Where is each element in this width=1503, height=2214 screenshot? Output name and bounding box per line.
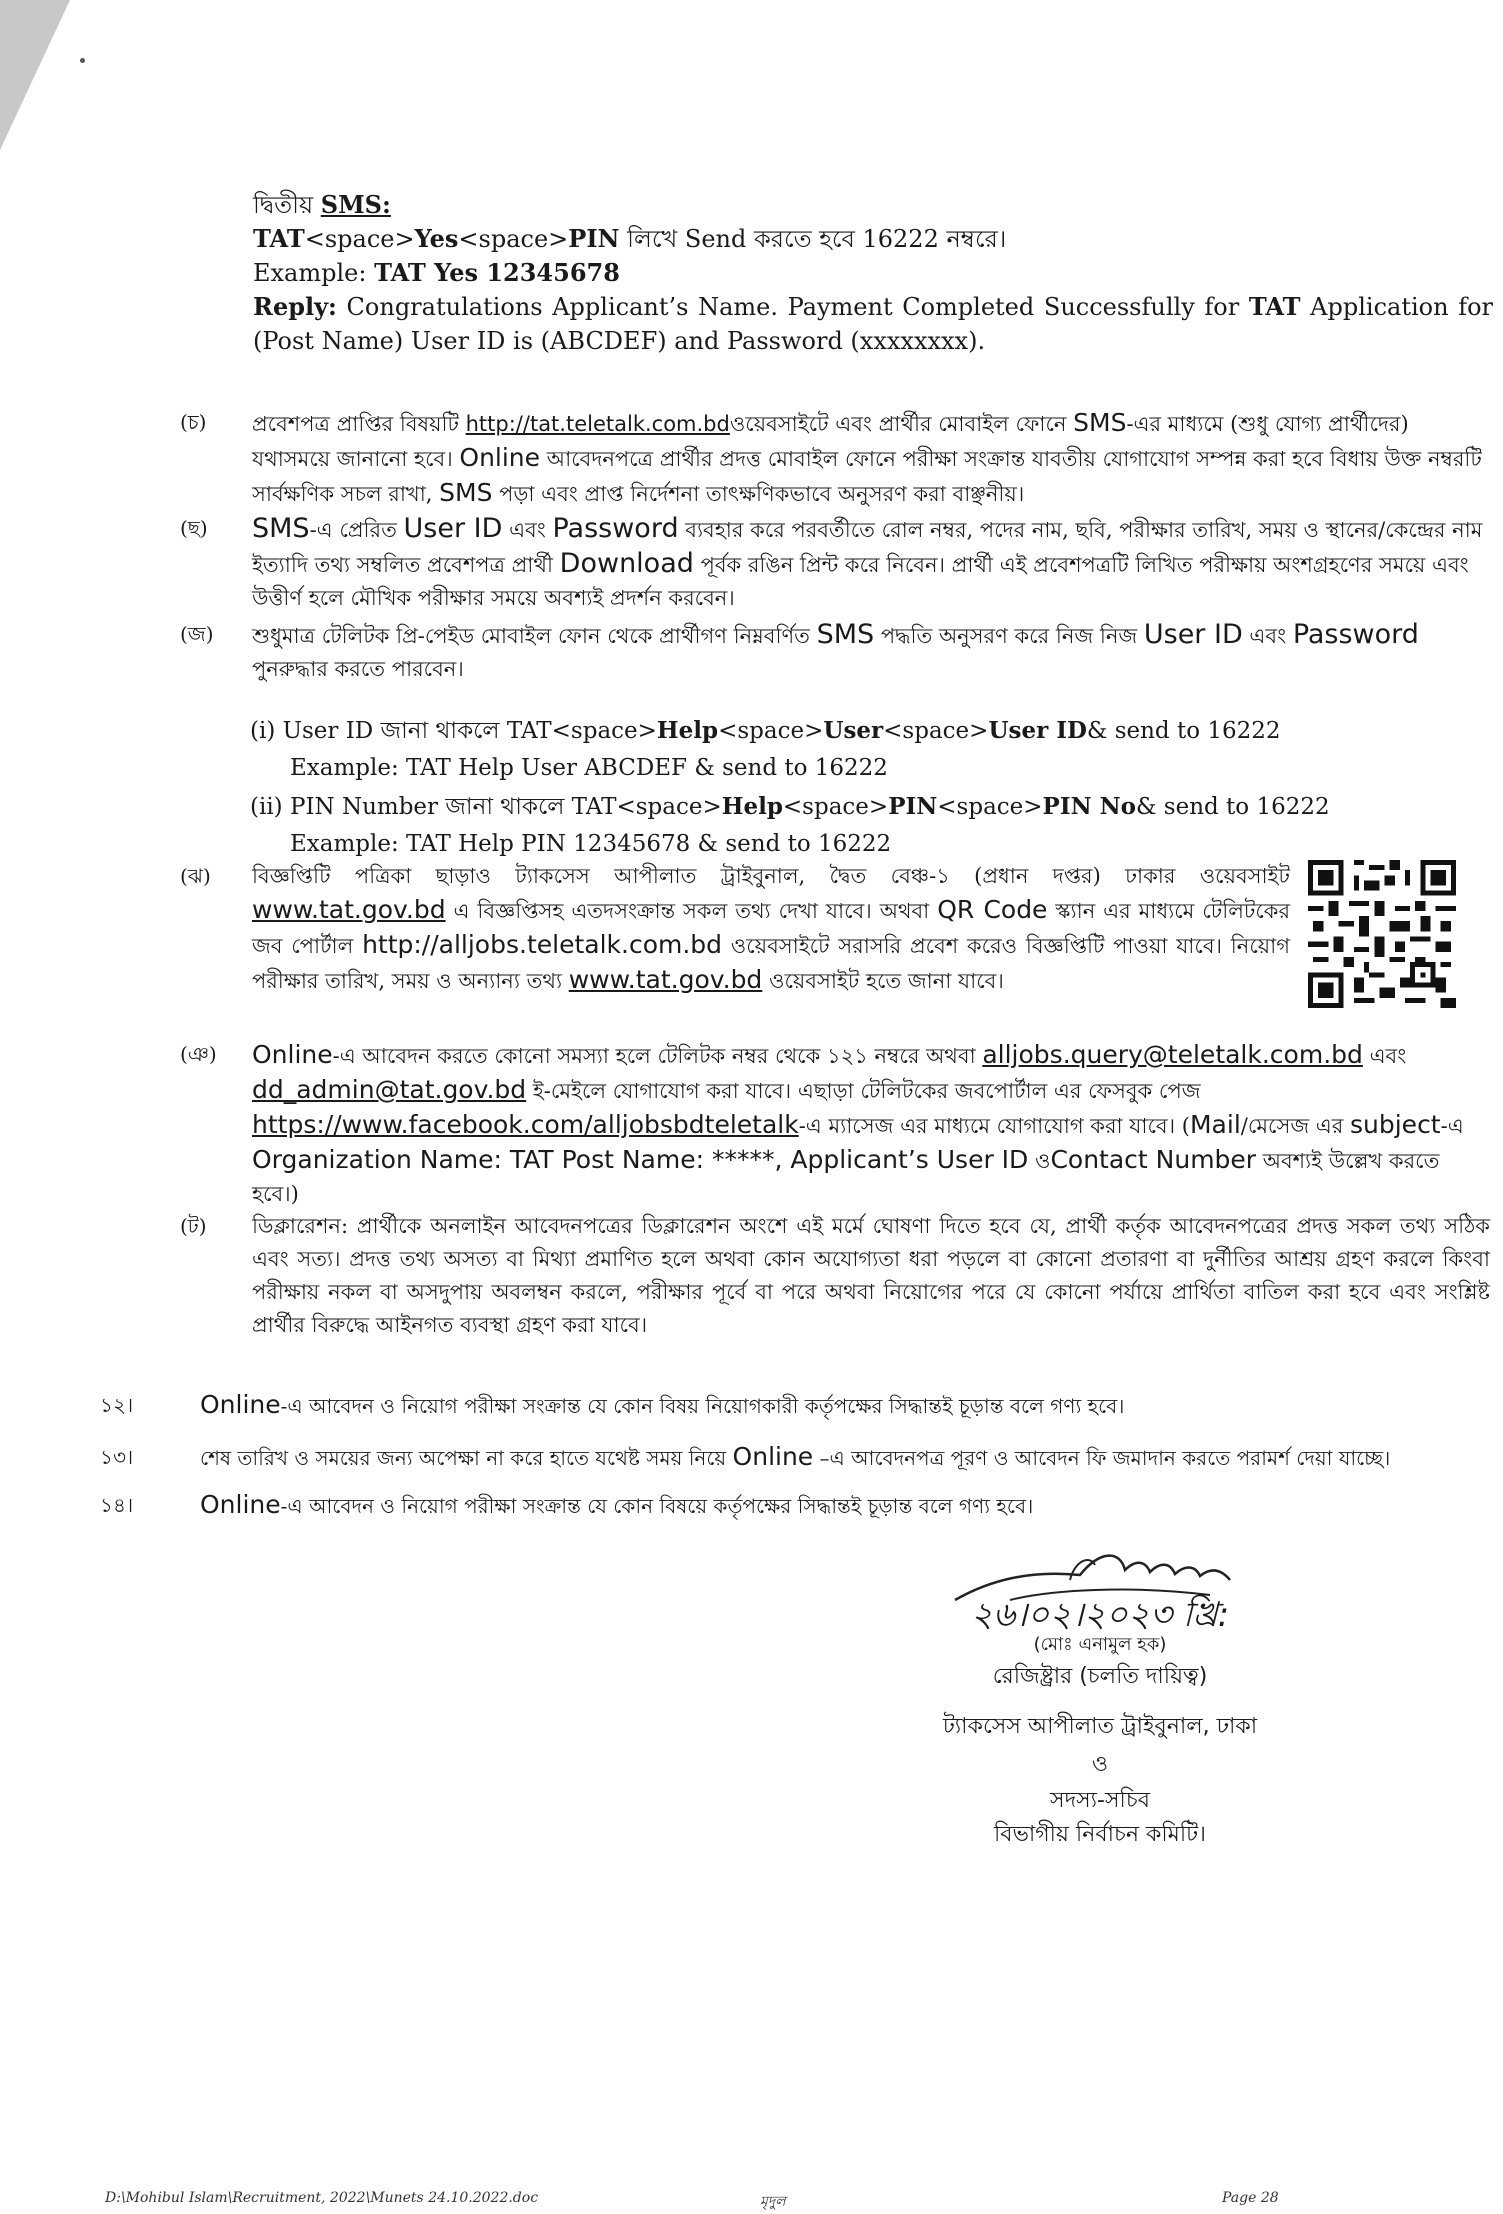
sms-heading: দ্বিতীয় SMS: (253, 190, 391, 219)
recovery-userid-format: (i) User ID জানা থাকলে TAT<space>Help<space>User<space>User ID& send to 16222 (250, 717, 1281, 744)
clause-body: শুধুমাত্র টেলিটক প্রি-পেইড মোবাইল ফোন থেকে প্রার্থীগণ নিম্নবর্ণিত SMS পদ্ধতি অনুসরণ করে নিজ নিজ User ID এবং Password পুনরুদ্ধার করতে পারবেন। (252, 619, 1419, 681)
footer-file-path: D:\Mohibul Islam\Recruitment, 2022\Munets 24.10.2022.doc (105, 2190, 539, 2206)
clause-body: প্রবেশপত্র প্রাপ্তির বিষয়টি http://tat.teletalk.com.bdওয়েবসাইটে এবং প্রার্থীর মোবাইল ফোনে SMS-এর মাধ্যমে (শুধু যোগ্য প্রার্থীদের) যথাসময়ে জানানো হবে। Online আবেদনপত্রে প্রার্থীর প্রদত্ত মোবাইল ফোনে পরীক্ষা সংক্রান্ত যাবতীয় যোগাযোগ সম্পন্ন করা হবে বিধায় উক্ত নম্বরটি সার্বক্ষণিক সচল রাখা, SMS পড়া এবং প্রাপ্ত নির্দেশনা তাৎক্ষণিকভাবে অনুসরণ করা বাঞ্ছনীয়। (252, 408, 1482, 507)
teletalk-email-link[interactable]: alljobs.query@teletalk.com.bd (982, 1040, 1363, 1069)
clause-body: Online-এ আবেদন করতে কোনো সমস্যা হলে টেলিটক নম্বর থেকে ১২১ নম্বরে অথবা alljobs.query@teletalk.com.bd এবং dd_admin@tat.gov.bd ই-মেইলে যোগাযোগ করা যাবে। এছাড়া টেলিটকের জবপোর্টাল এর ফেসবুক পেজ https://www.facebook.com/alljobsbdteletalk-এ ম্যাসেজ এর মাধ্যমে যোগাযোগ করা যাবে। (Mail/মেসেজ এর subject-এ Organization Name: TAT Post Name: *****, Applicant’s User ID ওContact Number অবশ্যই উল্লেখ করতে হবে।) (252, 1040, 1464, 1206)
clause-body: SMS-এ প্রেরিত User ID এবং Password ব্যবহার করে পরবর্তীতে রোল নম্বর, পদের নাম, ছবি, পরীক্ষার তারিখ, সময় ও স্থানের/কেন্দ্রের নাম ইত্যাদি তথ্য সম্বলিত প্রবেশপত্র প্রার্থী Download পূর্বক রঙিন প্রিন্ট করে নিবেন। প্রার্থী এই প্রবেশপত্রটি লিখিত পরীক্ষায় অংশগ্রহণের সময়ে এবং উত্তীর্ণ হলে মৌখিক পরীক্ষার সময়ে অবশ্যই প্রদর্শন করবেন। (252, 513, 1483, 610)
qr-code-icon[interactable] (1308, 860, 1456, 1008)
signatory-title: রেজিষ্ট্রার (চলতি দায়িত্ব) (992, 1664, 1208, 1689)
sms-format: TAT<space>Yes<space>PIN লিখে Send করতে হবে 16222 নম্বরে। (253, 224, 1007, 253)
recovery-userid-example: Example: TAT Help User ABCDEF & send to 16222 (290, 755, 888, 781)
clause-ta (180, 1210, 1490, 1360)
signatory-committee: বিভাগীয় নির্বাচন কমিটি। (993, 1822, 1207, 1847)
recovery-pin-format: (ii) PIN Number জানা থাকলে TAT<space>Help<space>PIN<space>PIN No& send to 16222 (250, 793, 1330, 820)
sms-reply: Reply: Congratulations Applicant’s Name. Payment Completed Successfully for TAT Application for (Post Name) User ID is (ABCDEF) and Password (xxxxxxxx). (253, 292, 1494, 355)
clause-chha (180, 512, 1490, 622)
teletalk-link[interactable]: http://tat.teletalk.com.bd (465, 412, 730, 436)
signatory-name: (মোঃ এনামুল হক) (1033, 1634, 1167, 1655)
folded-corner (0, 0, 70, 150)
clause-jha (180, 860, 1290, 1030)
recovery-pin (250, 788, 1450, 863)
tat-email-link[interactable]: dd_admin@tat.gov.bd (252, 1075, 527, 1104)
signatory-org: ট্যাকসেস আপীলাত ট্রাইবুনাল, ঢাকা (942, 1714, 1258, 1739)
tat-website-link-2[interactable]: www.tat.gov.bd (568, 965, 763, 994)
second-sms-block (253, 188, 1493, 358)
clause-mark: (চ) (180, 410, 207, 434)
alljobs-link[interactable]: http://alljobs.teletalk.com.bd (362, 930, 723, 959)
clause-body: ডিক্লারেশন: প্রার্থীকে অনলাইন আবেদনপত্রের ডিক্লারেশন অংশে এই মর্মে ঘোষণা দিতে হবে যে, প্রার্থী কর্তৃক আবেদনপত্রের প্রদত্ত সকল তথ্য সঠিক এবং সত্য। প্রদত্ত তথ্য অসত্য বা মিথ্যা প্রমাণিত হলে অথবা কোন অযোগ্যতা ধরা পড়লে বা কোনো প্রতারণা বা দুর্নীতির আশ্রয় গ্রহণ করলে কিংবা পরীক্ষায় নকল বা অসদুপায় অবলম্বন করলে, পরীক্ষার পূর্বে বা পরে অথবা নিয়োগের পরে যে কোনো পর্যায়ে প্রার্থিতা বাতিল করা হবে এবং সংশ্লিষ্ট প্রার্থীর বিরুদ্ধে আইনগত ব্যবস্থা গ্রহণ করা যাবে। (252, 1214, 1490, 1337)
clause-mark: (জ) (180, 622, 214, 646)
facebook-link[interactable]: https://www.facebook.com/alljobsbdteletalk (252, 1110, 799, 1139)
sms-example: Example: TAT Yes 12345678 (253, 258, 620, 287)
recovery-userid (250, 712, 1450, 787)
footer-initials: মৃদুল (760, 2194, 786, 2210)
clause-ja (180, 618, 1490, 694)
clause-nya (180, 1038, 1490, 1218)
signature-date: ২৬।০২।২০২৩ খ্রি: (970, 1595, 1230, 1635)
signatory-and: ও (1091, 1752, 1109, 1777)
signatory-role: সদস্য-সচিব (1050, 1788, 1150, 1813)
footer-page-number: Page 28 (1222, 2190, 1279, 2206)
clause-mark: (ঞ) (180, 1042, 217, 1066)
clause-body: বিজ্ঞপ্তিটি পত্রিকা ছাড়াও ট্যাকসেস আপীলাত ট্রাইবুনাল, দ্বৈত বেঞ্চ-১ (প্রধান দপ্তর) ঢাকার ওয়েবসাইট www.tat.gov.bd এ বিজ্ঞপ্তিসহ এতদসংক্রান্ত সকল তথ্য দেখা যাবে। অথবা QR Code স্ক্যান এর মাধ্যমে টেলিটকের জব পোর্টাল http://alljobs.teletalk.com.bd ওয়েবসাইটে সরাসরি প্রবেশ করেও বিজ্ঞপ্তিটি পাওয়া যাবে। নিয়োগ পরীক্ষার তারিখ, সময় ও অন্যান্য তথ্য www.tat.gov.bd ওয়েবসাইট হতে জানা যাবে। (252, 864, 1291, 994)
scan-speck (80, 58, 85, 63)
recovery-pin-example: Example: TAT Help PIN 12345678 & send to 16222 (290, 831, 892, 857)
clause-mark: (ট) (180, 1214, 207, 1238)
clause-mark: (ঝ) (180, 864, 211, 888)
clause-mark: (ছ) (180, 516, 208, 540)
tat-website-link[interactable]: www.tat.gov.bd (252, 895, 446, 924)
document-page: দ্বিতীয় SMS: TAT<space>Yes<space>PIN লিখে Send করতে হবে 16222 নম্বরে। Example: TAT Yes 12345678 Reply: Congratulations Applicant’s Name. Payment Completed Successfully for TAT Application for (Post Name) User ID is (ABCDEF) and Password (xxxxxxxx). (চ) প্রবেশপত্র প্রাপ্তির বিষয়টি http://tat.teletalk.com.bdওয়েবসাইটে এবং প্রার্থীর মোবাইল ফোনে SMS-এর মাধ্যমে (শুধু যোগ্য প্রার্থীদের) যথাসময়ে জানানো হবে। Online আবেদনপত্রে প্রার্থীর প্রদত্ত মোবাইল ফোনে পরীক্ষা সংক্রান্ত যাবতীয় যোগাযোগ সম্পন্ন করা হবে বিধায় উক্ত নম্বরটি সার্বক্ষণিক সচল রাখা, SMS পড়া এবং প্রাপ্ত নির্দেশনা তাৎক্ষণিকভাবে অনুসরণ করা বাঞ্ছনীয়। (ছ) SMS-এ প্রেরিত User ID এবং Password ব্যবহার করে পরবর্তীতে রোল নম্বর, পদের নাম, ছবি, পরীক্ষার তারিখ, সময় ও স্থানের/কেন্দ্রের নাম ইত্যাদি তথ্য সম্বলিত প্রবেশপত্র প্রার্থী Download পূর্বক রঙিন প্রিন্ট করে নিবেন। প্রার্থী এই প্রবেশপত্রটি লিখিত পরীক্ষায় অংশগ্রহণের সময়ে এবং উত্তীর্ণ হলে মৌখিক পরীক্ষার সময়ে অবশ্যই প্রদর্শন করবেন। (জ) শুধুমাত্র টেলিটক প্রি-পেইড মোবাইল ফোন থেকে প্রার্থীগণ নিম্নবর্ণিত SMS পদ্ধতি অনুসরণ করে নিজ নিজ User ID এবং Password পুনরুদ্ধার করতে পারবেন। (i) User ID জানা থাকলে TAT<space>Help<space>User<space>User ID& send to 16222 Example: TAT Help User ABCDEF & send to 16222 (ii) PIN Number জানা থাকলে TAT<space>Help<space>PIN<space>PIN No& send to 16222 Example: TAT Help PIN 12345678 & send to 16222 (ঝ) বিজ্ঞপ্তিটি পত্রিকা ছাড়াও ট্যাকসেস আপীলাত ট্রাইবুনাল, দ্বৈত বেঞ্চ-১ (প্রধান দপ্তর) ঢাকার ওয়েবসাইট www.tat.gov.bd এ বিজ্ঞপ্তিসহ এতদসংক্রান্ত সকল তথ্য দেখা যাবে। অথবা QR Code স্ক্যান এর মাধ্যমে টেলিটকের জব পোর্টাল http://alljobs.teletalk.com.bd ওয়েবসাইটে সরাসরি প্রবেশ করেও বিজ্ঞপ্তিটি পাওয়া যাবে। নিয়োগ পরীক্ষার তারিখ, সময় ও অন্যান্য তথ্য www.tat.gov.bd ওয়েবসাইট হতে জানা যাবে। (ঞ) Online-এ আবেদন করতে কোনো সমস্যা হলে টেলিটক নম্বর থেকে ১২১ নম্বরে অথবা alljobs.query@teletalk.com.bd এবং dd_admin@tat.gov.bd ই-মেইলে যোগাযোগ করা যাবে। এছাড়া টেলিটকের জবপোর্টাল এর ফেসবুক পেজ https://www.facebook.com/alljobsbdteletalk-এ ম্যাসেজ এর মাধ্যমে যোগাযোগ করা যাবে। (Mail/মেসেজ এর subject-এ Organization Name: TAT Post Name: *****, Applicant’s User ID ওContact Number অবশ্যই উল্লেখ করতে হবে।) (ট) ডিক্লারেশন: প্রার্থীকে অনলাইন আবেদনপত্রের ডিক্লারেশন অংশে এই মর্মে ঘোষণা দিতে হবে যে, প্রার্থী কর্তৃক আবেদনপত্রের প্রদত্ত সকল তথ্য সঠিক এবং সত্য। প্রদত্ত তথ্য অসত্য বা মিথ্যা প্রমাণিত হলে অথবা কোন অযোগ্যতা ধরা পড়লে বা কোনো প্রতারণা বা দুর্নীতির আশ্রয় গ্রহণ করলে কিংবা পরীক্ষায় নকল বা অসদুপায় অবলম্বন করলে, পরীক্ষার পূর্বে বা পরে অথবা নিয়োগের পরে যে কোনো পর্যায়ে প্রার্থিতা বাতিল করা হবে এবং সংশ্লিষ্ট প্রার্থীর বিরুদ্ধে আইনগত ব্যবস্থা গ্রহণ করা যাবে। ১২। Online-এ আবেদন ও নিয়োগ পরীক্ষা সংক্রান্ত যে কোন বিষয় নিয়োগকারী কর্তৃপক্ষের সিদ্ধান্তই চূড়ান্ত বলে গণ্য হবে। ১৩। শেষ তারিখ ও সময়ের জন্য অপেক্ষা না করে হাতে যথেষ্ট সময় নিয়ে Online –এ আবেদনপত্র পূরণ ও আবেদন ফি জমাদান করতে পরামর্শ দেয়া যাচ্ছে। ১৪। Online-এ আবেদন ও নিয়োগ পরীক্ষা সংক্রান্ত যে কোন বিষয়ে কর্তৃপক্ষের সিদ্ধান্তই চূড়ান্ত বলে গণ্য হবে। ২৬।০২।২০২৩ খ্রি: (মোঃ এনামুল হক) রেজিষ্ট্রার (চলতি দায়িত্ব) ট্যাকসেস আপীলাত ট্রাইবুনাল, ঢাকা ও সদস্য-সচিব বিভাগীয় নির্বাচন কমিটি। D:\Mohibul Islam\Recruitment, 2022\Munets 24.10.2022.doc মৃদুল Page 28 (0, 0, 1503, 2214)
